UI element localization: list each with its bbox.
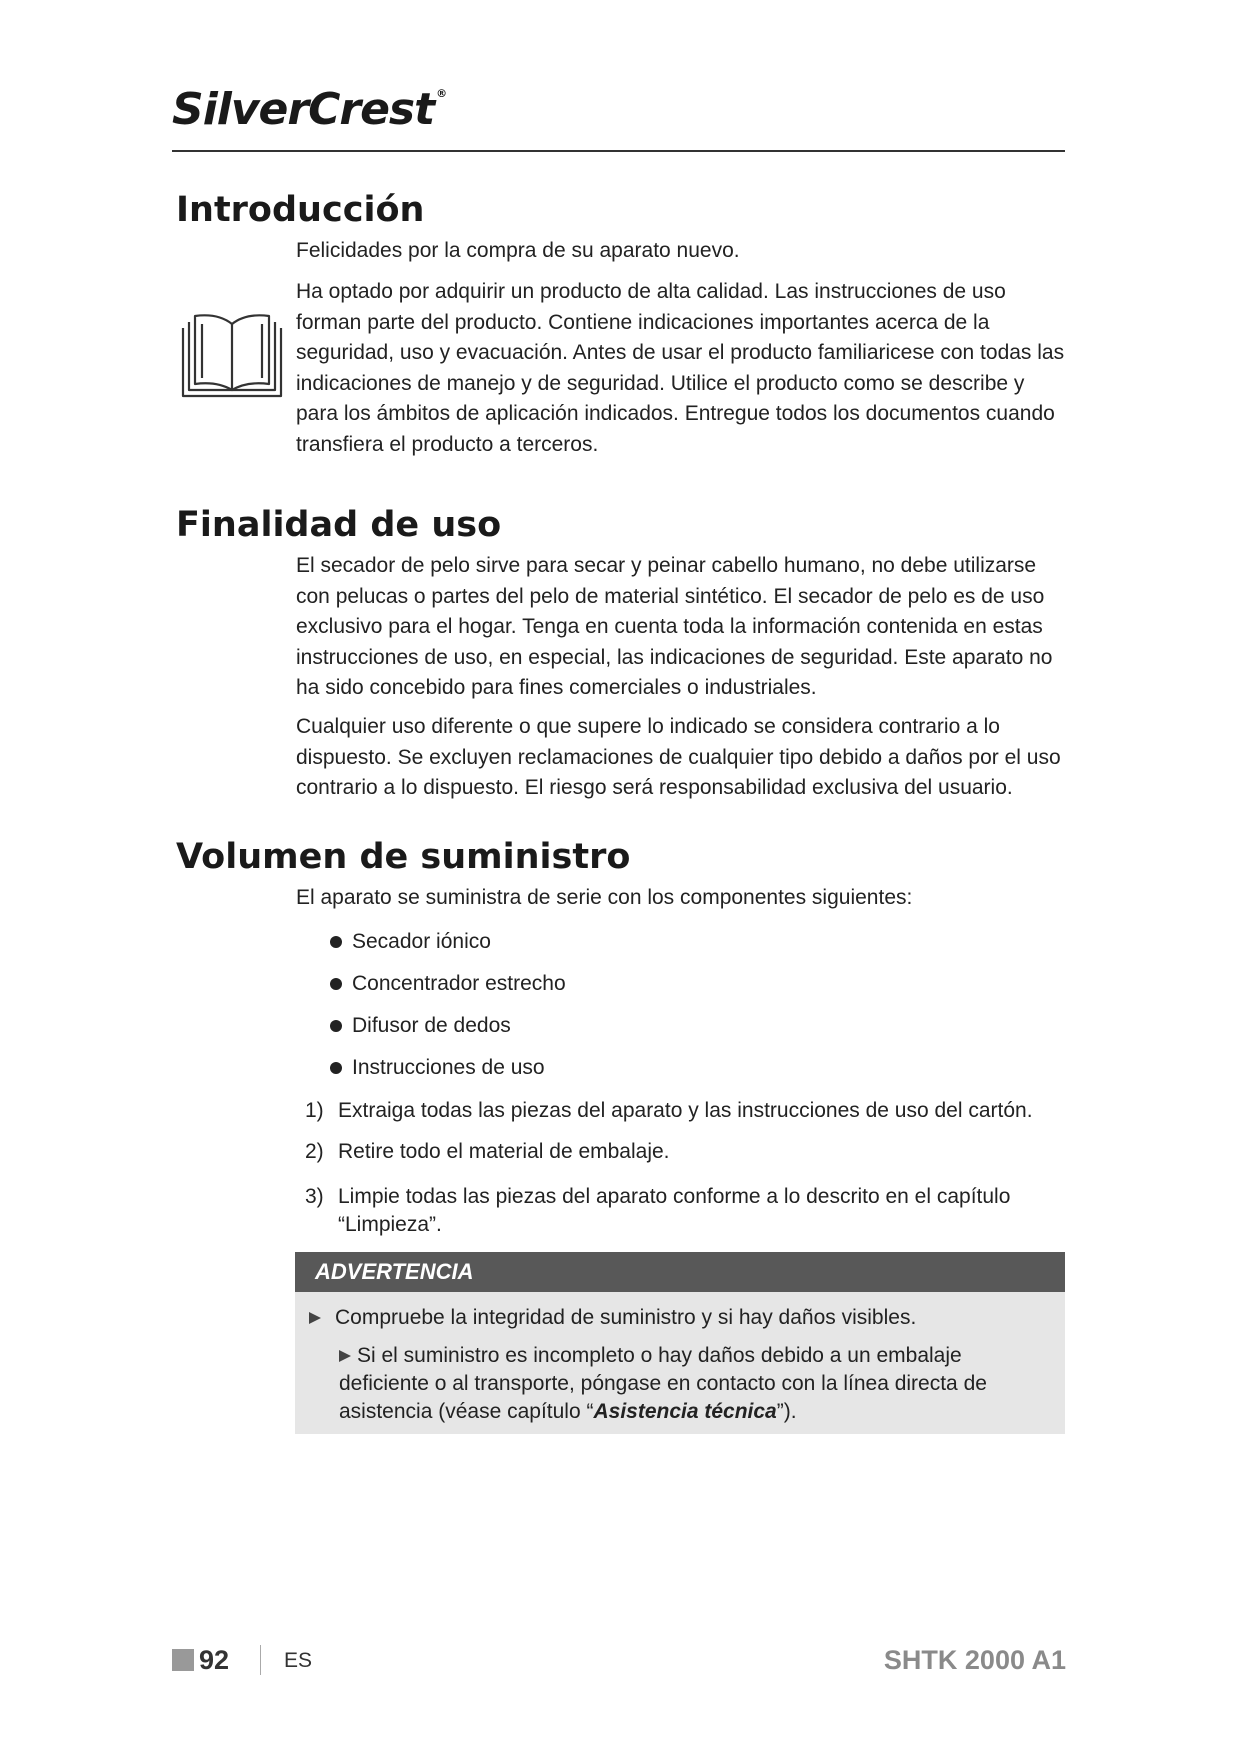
intro-paragraph-1: Felicidades por la compra de su aparato nuevo. xyxy=(296,239,740,262)
model-number: SHTK 2000 A1 xyxy=(883,1645,1066,1675)
warning-line-2: Si el suministro es incompleto o hay daños debido a un embalaje deficiente o al transporte, póngase en contacto con la línea directa de asistencia (véase capítulo “Asistencia técnica”). xyxy=(339,1344,987,1423)
bullet-icon xyxy=(330,978,342,990)
brand-logo: SilverCrest ® xyxy=(172,84,447,135)
language-code: ES xyxy=(284,1649,313,1672)
section-title-introduccion: Introducción xyxy=(176,190,425,230)
section-title-finalidad: Finalidad de uso xyxy=(176,505,502,545)
step-3: 3) Limpie todas las piezas del aparato conforme a lo descrito en el capítulo “Limpieza”. xyxy=(305,1185,1011,1236)
arrow-right-icon xyxy=(339,1350,351,1362)
component-list xyxy=(328,927,566,1095)
list-item: Concentrador estrecho xyxy=(328,969,566,1011)
footer-divider xyxy=(260,1645,261,1675)
footer-square-icon xyxy=(172,1649,194,1671)
list-item: Difusor de dedos xyxy=(328,1011,566,1053)
list-item: Secador iónico xyxy=(328,927,566,969)
page-number: 92 xyxy=(199,1645,230,1675)
volumen-intro: El aparato se suministra de serie con los componentes siguientes: xyxy=(296,886,913,909)
bullet-icon xyxy=(330,936,342,948)
bullet-icon xyxy=(330,1062,342,1074)
warning-line-1: Compruebe la integridad de suministro y si hay daños visibles. xyxy=(309,1304,916,1332)
finalidad-paragraph-1: El secador de pelo sirve para secar y peinar cabello humano, no debe utilizarse con pelucas o partes del pelo de material sintético. El secador de pelo es de uso exclusivo para el hogar. Tenga en cuenta toda la información contenida en estas instrucciones de uso, en especial, las indicaciones de seguridad. Este aparato no ha sido concebido para fines comerciales o industriales. xyxy=(296,554,1053,699)
warning-box xyxy=(295,1292,1065,1434)
finalidad-paragraph-2: Cualquier uso diferente o que supere lo indicado se considera contrario a lo dispuesto. Se excluyen reclamaciones de cualquier tipo debido a daños por el uso contrario a lo dispuesto. El riesgo será responsabilidad exclusiva del usuario. xyxy=(296,715,1061,799)
arrow-right-icon xyxy=(309,1312,321,1324)
step-1: 1) Extraiga todas las piezas del aparato y las instrucciones de uso del cartón. xyxy=(305,1099,1033,1122)
header-divider xyxy=(172,150,1065,152)
step-2: 2) Retire todo el material de embalaje. xyxy=(305,1140,670,1163)
list-item: Instrucciones de uso xyxy=(328,1053,566,1095)
section-title-volumen: Volumen de suministro xyxy=(176,837,631,877)
bullet-icon xyxy=(330,1020,342,1032)
warning-title: ADVERTENCIA xyxy=(295,1252,1065,1292)
intro-paragraph-2: Ha optado por adquirir un producto de alta calidad. Las instrucciones de uso forman parte del producto. Contiene indicaciones importantes acerca de la seguridad, uso y evacuación. Antes de usar el producto familiaricese con todas las indicaciones de manejo y de seguridad. Utilice el producto como se describe y para los ámbitos de aplicación indicados. Entregue todos los documentos cuando transfiera el producto a terceros. xyxy=(296,280,1065,456)
book-icon xyxy=(180,312,284,398)
